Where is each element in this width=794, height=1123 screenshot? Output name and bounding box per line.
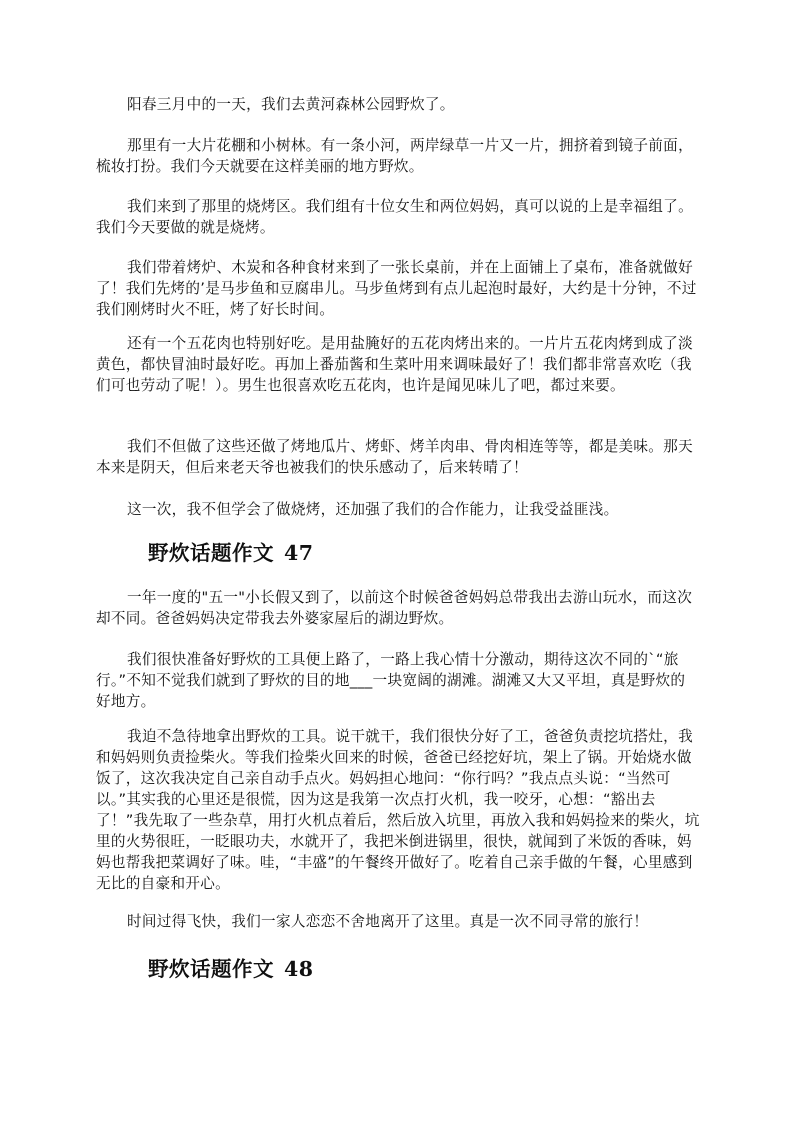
paragraph-9: 我们很快准备好野炊的工具便上路了，一路上我心情十分激动，期待这次不同的`“旅行。”不知不觉我们就到了野炊的目的地___一块宽阔的湖滩。湖滩又大又平坦，真是野炊的好地方。 bbox=[96, 651, 686, 710]
paragraph-3: 我们来到了那里的烧烤区。我们组有十位女生和两位妈妈，真可以说的上是幸福组了。我们今天要做的就是烧烤。 bbox=[96, 198, 693, 236]
paragraph-5: 还有一个五花肉也特别好吃。是用盐腌好的五花肉烤出来的。一片片五花肉烤到成了淡黄色，都快冒油时最好吃。再加上番茄酱和生菜叶用来调味最好了！我们都非常喜欢吃（我们可也劳动了呢！）。男生也很喜欢吃五花肉，也许是闻见味儿了吧，都过来要。 bbox=[96, 335, 693, 394]
paragraph-2: 那里有一大片花棚和小树林。有一条小河，两岸绿草一片又一片，拥挤着到镜子前面，梳妆打扮。我们今天就要在这样美丽的地方野炊。 bbox=[96, 137, 693, 175]
paragraph-10: 我迫不急待地拿出野炊的工具。说干就干，我们很快分好了工，爸爸负责挖坑搭灶，我和妈妈则负责捡柴火。等我们捡柴火回来的时候，爸爸已经挖好坑，架上了锅。开始烧水做饭了，这次我决定自己亲自动手点火。妈妈担心地问：“你行吗？”我点点头说：“当然可以。”其实我的心里还是很慌，因为这是我第一次点打火机，我一咬牙，心想：“豁出去了！”我先取了一些杂草，用打火机点着后，然后放入坑里，再放入我和妈妈捡来的柴火，坑里的火势很旺，一眨眼功夫，水就开了，我把米倒进锅里，很快，就闻到了米饭的香味，妈妈也帮我把菜调好了味。哇，“丰盛”的午餐终开做好了。吃着自己亲手做的午餐，心里感到无比的自豪和开心。 bbox=[96, 728, 700, 892]
paragraph-6: 我们不但做了这些还做了烤地瓜片、烤虾、烤羊肉串、骨肉相连等等，都是美味。那天本来是阴天，但后来老天爷也被我们的快乐感动了，后来转晴了！ bbox=[96, 438, 693, 476]
paragraph-8: 一年一度的"五一"小长假又到了，以前这个时候爸爸妈妈总带我出去游山玩水，而这次却不同。爸爸妈妈决定带我去外婆家屋后的湖边野炊。 bbox=[96, 589, 693, 627]
heading-number: 47 bbox=[284, 541, 314, 565]
paragraph-4: 我们带着烤炉、木炭和各种食材来到了一张长桌前，并在上面铺上了桌布，准备就做好了！我们先烤的’是马步鱼和豆腐串儿。马步鱼烤到有点儿起泡时最好，大约是十分钟，不过我们刚烤时火不旺，烤了好长时间。 bbox=[96, 259, 697, 318]
paragraph-1: 阳春三月中的一天，我们去黄河森林公园野炊了。 bbox=[127, 96, 455, 113]
section-heading-48 bbox=[148, 955, 314, 983]
heading-number: 48 bbox=[284, 957, 314, 981]
paragraph-7: 这一次，我不但学会了做烧烤，还加强了我们的合作能力，让我受益匪浅。 bbox=[127, 501, 619, 518]
heading-title: 野炊话题作文 bbox=[148, 541, 274, 565]
section-heading-47 bbox=[148, 539, 314, 567]
heading-title: 野炊话题作文 bbox=[148, 957, 274, 981]
paragraph-11: 时间过得飞快，我们一家人恋恋不舍地离开了这里。真是一次不同寻常的旅行！ bbox=[127, 913, 649, 930]
